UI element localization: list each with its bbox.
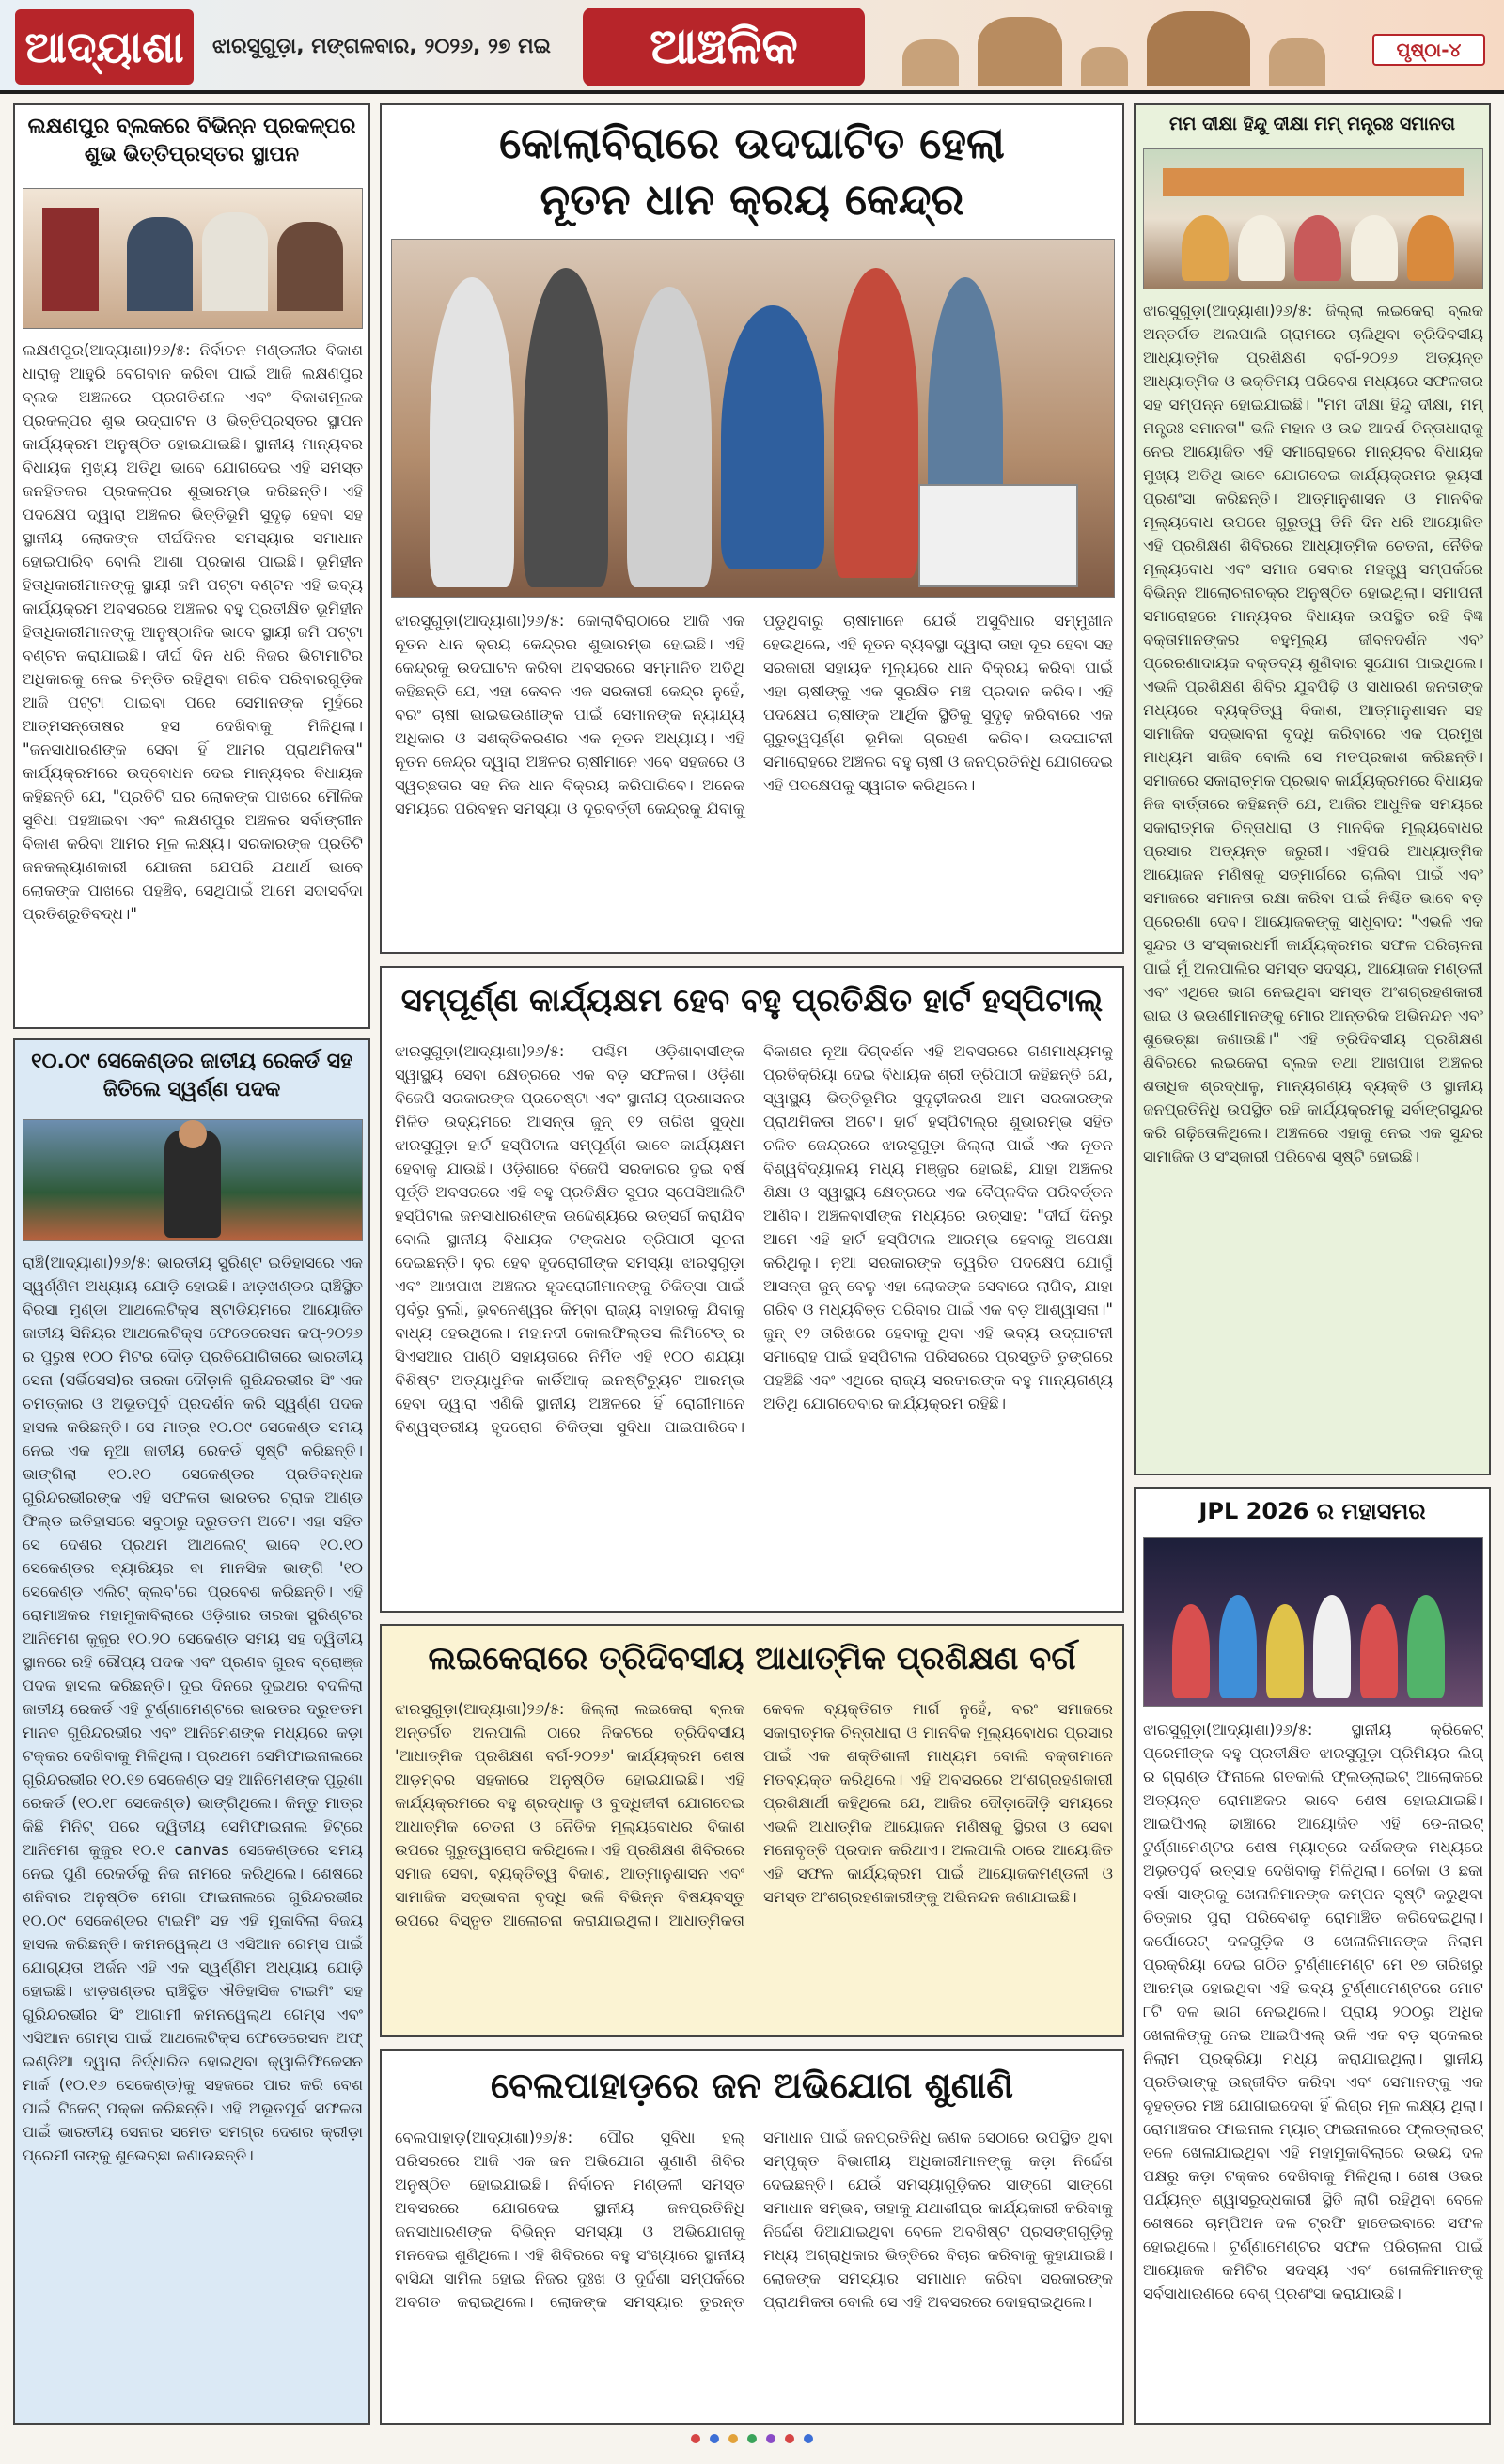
story-lakshmanpur bbox=[13, 103, 370, 1029]
page-dots bbox=[658, 2434, 846, 2453]
story-headline: ଲଇକେରାରେ ତ୍ରିଦିବସୀୟ ଆଧାତ୍ମିକ ପ୍ରଶିକ୍ଷଣ ବର୍ଗ bbox=[428, 1640, 1076, 1677]
story-headline: ଲକ୍ଷଣପୁର ବ୍ଲକରେ ବିଭିନ୍ନ ପ୍ରକଳ୍ପର ଶୁଭ ଭିତ୍ତିପ୍ରସ୍ତର ସ୍ଥାପନ bbox=[15, 105, 368, 180]
newspaper-logo: ଆଦ୍ୟାଶା bbox=[15, 9, 194, 85]
story-body: ଝାରସୁଗୁଡ଼ା(ଆଦ୍ୟାଶା)୨୬/୫: ସ୍ଥାନୀୟ କ୍ରିକେଟ୍ ପ୍ରେମୀଙ୍କ ବହୁ ପ୍ରତୀକ୍ଷିତ ଝାରସୁଗୁଡ଼ା ପ୍ରିମିୟର ଲିଗ୍ ର ଗ୍ରାଣ୍ଡ ଫିନାଲେ ଗତକାଲି ଫ୍ଲଡ୍‌ଲାଇଟ୍ ଆଲୋକରେ ଅତ୍ୟନ୍ତ ରୋମାଞ୍ଚକର ଭାବେ ଶେଷ ହୋଇଯାଇଛି। ଆଇପିଏଲ୍ ଢାଞ୍ଚାରେ ଆୟୋଜିତ ଏହି ଡେ-ନାଇଟ୍ ଟୁର୍ଣ୍ଣାମେଣ୍ଟର ଶେଷ ମ୍ୟାଚ୍‌ରେ ଦର୍ଶକଙ୍କ ମଧ୍ୟରେ ଅଭୂତପୂର୍ବ ଉତ୍ସାହ ଦେଖିବାକୁ ମିଳିଥିଲା। ଚୌକା ଓ ଛକା ବର୍ଷା ସାଙ୍ଗକୁ ଖେଳାଳିମାନଙ୍କ କମ୍ପନ ସୃଷ୍ଟି କରୁଥିବା ଚିତ୍କାର ପୁରା ପରିବେଶକୁ ରୋମାଞ୍ଚିତ କରିଦେଇଥିଲା। କର୍ପୋରେଟ୍ ଦଳଗୁଡ଼ିକ ଓ ଖେଳାଳିମାନଙ୍କ ନିଲାମ ପ୍ରକ୍ରିୟା ଦେଇ ଗଠିତ ଟୁର୍ଣ୍ଣାମେଣ୍ଟ ମେ ୧୭ ତାରିଖରୁ ଆରମ୍ଭ ହୋଇଥିବା ଏହି ଭବ୍ୟ ଟୁର୍ଣ୍ଣାମେଣ୍ଟରେ ମୋଟ ୮ଟି ଦଳ ଭାଗ ନେଇଥିଲେ। ପ୍ରାୟ ୨୦୦ରୁ ଅଧିକ ଖେଳାଳିଙ୍କୁ ନେଇ ଆଇପିଏଲ୍ ଭଳି ଏକ ବଡ଼ ସ୍କେଲର ନିଲାମ ପ୍ରକ୍ରିୟା ମଧ୍ୟ କରାଯାଇଥିଲା। ସ୍ଥାନୀୟ ପ୍ରତିଭାଙ୍କୁ ଉଜ୍ଜୀବିତ କରିବା ଏବଂ ସେମାନଙ୍କୁ ଏକ ବୃହତ୍ତର ମଞ୍ଚ ଯୋଗାଇଦେବା ହିଁ ଲିଗ୍‌ର ମୂଳ ଲକ୍ଷ୍ୟ ଥିଲା। ରୋମାଞ୍ଚକର ଫାଇନାଲ ମ୍ୟାଚ୍ ଫାଇନାଲରେ ଫ୍ଲଡ୍‌ଲାଇଟ୍ ତଳେ ଖେଳାଯାଇଥିବା ଏହି ମହାମୁକାବିଲାରେ ଉଭୟ ଦଳ ପକ୍ଷରୁ କଡ଼ା ଟକ୍କର ଦେଖିବାକୁ ମିଳିଥିଲା। ଶେଷ ଓଭର ପର୍ଯ୍ୟନ୍ତ ଶ୍ୱାସରୁଦ୍ଧକାରୀ ସ୍ଥିତି ଲାଗି ରହିଥିବା ବେଳେ ଶେଷରେ ଚାମ୍ପିଅନ ଦଳ ଟ୍ରଫି ହାତେଇବାରେ ସଫଳ ହୋଇଥିଲେ। ଟୁର୍ଣ୍ଣାମେଣ୍ଟର ସଫଳ ପରିଚାଳନା ପାଇଁ ଆୟୋଜକ କମିଟିର ସଦସ୍ୟ ଏବଂ ଖେଳାଳିମାନଙ୍କୁ ସର୍ବସାଧାରଣରେ ବେଶ୍ ପ୍ରଶଂସା କରାଯାଉଛି। bbox=[1143, 1721, 1483, 2302]
story-headline: ମମ ଦୀକ୍ଷା ହିନ୍ଦୁ ଦୀକ୍ଷା ମମ୍ ମନ୍ତ୍ରଃ ସମାନତା bbox=[1169, 114, 1455, 134]
story-heart-hospital bbox=[380, 966, 1124, 1613]
story-photo bbox=[23, 188, 363, 329]
temple-skyline-icon bbox=[884, 8, 1335, 86]
story-headline: ୧୦.୦୯ ସେକେଣ୍ଡର ଜାତୀୟ ରେକର୍ଡ ସହ ଜିତିଲେ ସ୍ୱର୍ଣ୍ଣ ପଦକ bbox=[31, 1050, 352, 1101]
page-number: ପୃଷ୍ଠା-୪ bbox=[1372, 34, 1485, 66]
story-headline-line2: ନୂତନ ଧାନ କ୍ରୟ କେନ୍ଦ୍ର bbox=[540, 174, 964, 225]
story-grievance-hearing bbox=[380, 2049, 1124, 2425]
story-headline-line1: କୋଲାବିରାରେ ଉଦଘାଟିତ ହେଲା bbox=[499, 117, 1005, 168]
story-body: ବେଲପାହାଡ଼(ଆଦ୍ୟାଶା)୨୬/୫: ପୌର ସୁବିଧା ହଲ୍ ପରିସରରେ ଆଜି ଏକ ଜନ ଅଭିଯୋଗ ଶୁଣାଣି ଶିବିର ଅନୁଷ୍ଠିତ ହୋଇଯାଇଛି। ନିର୍ବାଚନ ମଣ୍ଡଳୀ ସମସ୍ତ ଅବସରରେ ଯୋଗଦେଇ ସ୍ଥାନୀୟ ଜନପ୍ରତିନିଧି ଜନସାଧାରଣଙ୍କ ବିଭିନ୍ନ ସମସ୍ୟା ଓ ଅଭିଯୋଗକୁ ମନଦେଇ ଶୁଣିଥିଲେ। ଏହି ଶିବିରରେ ବହୁ ସଂଖ୍ୟାରେ ସ୍ଥାନୀୟ ବାସିନ୍ଦା ସାମିଲ ହୋଇ ନିଜର ଦୁଃଖ ଓ ଦୁର୍ଦ୍ଦଶା ସମ୍ପର୍କରେ ଅବଗତ କରାଇଥିଲେ। ଲୋକଙ୍କ ସମସ୍ୟାର ତୁରନ୍ତ ସମାଧାନ ପାଇଁ ଜନପ୍ରତିନିଧି ଜଣକ ସେଠାରେ ଉପସ୍ଥିତ ଥିବା ସମ୍ପୃକ୍ତ ବିଭାଗୀୟ ଅଧିକାରୀମାନଙ୍କୁ କଡ଼ା ନିର୍ଦ୍ଦେଶ ଦେଇଛନ୍ତି। ଯେଉଁ ସମସ୍ୟାଗୁଡ଼ିକର ସାଙ୍ଗେ ସାଙ୍ଗେ ସମାଧାନ ସମ୍ଭବ, ତାହାକୁ ଯଥାଶୀଘ୍ର କାର୍ଯ୍ୟକାରୀ କରିବାକୁ ନିର୍ଦ୍ଦେଶ ଦିଆଯାଇଥିବା ବେଳେ ଅବଶିଷ୍ଟ ପ୍ରସଙ୍ଗଗୁଡ଼ିକୁ ମଧ୍ୟ ଅଗ୍ରାଧିକାର ଭିତ୍ତିରେ ବିଚାର କରିବାକୁ କୁହାଯାଇଛି। ଲୋକଙ୍କ ସମସ୍ୟାର ସମାଧାନ କରିବା ସରକାରଙ୍କ ପ୍ରାଥମିକତା ବୋଲି ସେ ଏହି ଅବସରରେ ଦୋହରାଇଥିଲେ। bbox=[395, 2129, 1113, 2311]
story-headline: ବେଲପାହାଡ଼ରେ ଜନ ଅଭିଯୋଗ ଶୁଣାଣି bbox=[491, 2065, 1013, 2106]
story-headline: JPL 2026 ର ମହାସମର bbox=[1198, 1498, 1426, 1524]
story-jpl-final bbox=[1134, 1487, 1491, 2425]
story-body: ଲକ୍ଷଣପୁର(ଆଦ୍ୟାଶା)୨୬/୫: ନିର୍ବାଚନ ମଣ୍ଡଳୀର ବିକାଶ ଧାରାକୁ ଆହୁରି ବେଗବାନ କରିବା ପାଇଁ ଆଜି ଲକ୍ଷଣପୁର ବ୍ଲକ ଅଞ୍ଚଳରେ ପ୍ରଗତିଶୀଳ ଏବଂ ବିକାଶମୂଳକ ପ୍ରକଳ୍ପର ଶୁଭ ଉଦ୍‌ଘାଟନ ଓ ଭିତ୍ତିପ୍ରସ୍ତର ସ୍ଥାପନ କାର୍ଯ୍ୟକ୍ରମ ଅନୁଷ୍ଠିତ ହୋଇଯାଇଛି। ସ୍ଥାନୀୟ ମାନ୍ୟବର ବିଧାୟକ ମୁଖ୍ୟ ଅତିଥି ଭାବେ ଯୋଗଦେଇ ଏହି ସମସ୍ତ ଜନହିତକର ପ୍ରକଳ୍ପର ଶୁଭାରମ୍ଭ କରିଛନ୍ତି। ଏହି ପଦକ୍ଷେପ ଦ୍ୱାରା ଅଞ୍ଚଳର ଭିତ୍ତିଭୂମି ସୁଦୃଢ଼ ହେବା ସହ ସ୍ଥାନୀୟ ଲୋକଙ୍କ ଦୀର୍ଘଦିନର ସମସ୍ୟାର ସମାଧାନ ହୋଇପାରିବ ବୋଲି ଆଶା ପ୍ରକାଶ ପାଇଛି। ଭୂମିହୀନ ହିତାଧିକାରୀମାନଙ୍କୁ ସ୍ଥାୟୀ ଜମି ପଟ୍ଟା ବଣ୍ଟନ ଏହି ଭବ୍ୟ କାର୍ଯ୍ୟକ୍ରମ ଅବସରରେ ଅଞ୍ଚଳର ବହୁ ପ୍ରତୀକ୍ଷିତ ଭୂମିହୀନ ହିତାଧିକାରୀମାନଙ୍କୁ ଆନୁଷ୍ଠାନିକ ଭାବେ ସ୍ଥାୟୀ ଜମି ପଟ୍ଟା ବଣ୍ଟନ କରାଯାଇଛି। ଦୀର୍ଘ ଦିନ ଧରି ନିଜର ଭିଟାମାଟିର ଅଧିକାରକୁ ନେଇ ଚିନ୍ତିତ ରହିଥିବା ଗରିବ ପରିବାରଗୁଡ଼ିକ ଆଜି ପଟ୍ଟା ପାଇବା ପରେ ସେମାନଙ୍କ ମୁହଁରେ ଆତ୍ମସନ୍ତୋଷର ହସ ଦେଖିବାକୁ ମିଳିଥିଲା। "ଜନସାଧାରଣଙ୍କ ସେବା ହିଁ ଆମର ପ୍ରାଥମିକତା" କାର୍ଯ୍ୟକ୍ରମରେ ଉଦ୍‌ବୋଧନ ଦେଇ ମାନ୍ୟବର ବିଧାୟକ କହିଛନ୍ତି ଯେ, "ପ୍ରତିଟି ଘର ଲୋକଙ୍କ ପାଖରେ ମୌଳିକ ସୁବିଧା ପହଞ୍ଚାଇବା ଏବଂ ଲକ୍ଷଣପୁର ଅଞ୍ଚଳର ସର୍ବାଙ୍ଗୀନ ବିକାଶ କରିବା ଆମର ମୂଳ ଲକ୍ଷ୍ୟ। ସରକାରଙ୍କ ପ୍ରତିଟି ଜନକଲ୍ୟାଣକାରୀ ଯୋଜନା ଯେପରି ଯଥାର୍ଥ ଭାବେ ଲୋକଙ୍କ ପାଖରେ ପହଞ୍ଚିବ, ସେଥିପାଇଁ ଆମେ ସଦାସର୍ବଦା ପ୍ରତିଶ୍ରୁତିବଦ୍ଧ।" bbox=[23, 341, 363, 923]
story-photo bbox=[23, 1119, 363, 1241]
story-body: ଝାରସୁଗୁଡ଼ା(ଆଦ୍ୟାଶା)୨୬/୫: କୋଲାବିରାଠାରେ ଆଜି ଏକ ନୂତନ ଧାନ କ୍ରୟ କେନ୍ଦ୍ରର ଶୁଭାରମ୍ଭ ହୋଇଛି। ଏହି କେନ୍ଦ୍ରକୁ ଉଦଘାଟନ କରିବା ଅବସରରେ ସମ୍ମାନିତ ଅତିଥି କହିଛନ୍ତି ଯେ, ଏହା କେବଳ ଏକ ସରକାରୀ କେନ୍ଦ୍ର ନୁହେଁ, ବରଂ ଚାଷୀ ଭାଇଭଉଣୀଙ୍କ ପାଇଁ ସେମାନଙ୍କ ନ୍ୟାଯ୍ୟ ଅଧିକାର ଓ ସଶକ୍ତିକରଣର ଏକ ନୂତନ ଅଧ୍ୟାୟ। ଏହି ନୂତନ କେନ୍ଦ୍ର ଦ୍ୱାରା ଅଞ୍ଚଳର ଚାଷୀମାନେ ଏବେ ସହଜରେ ଓ ସ୍ୱଚ୍ଛତାର ସହ ନିଜ ଧାନ ବିକ୍ରୟ କରିପାରିବେ। ଅନେକ ସମୟରେ ପରିବହନ ସମସ୍ୟା ଓ ଦୂରବର୍ତ୍ତୀ କେନ୍ଦ୍ରକୁ ଯିବାକୁ ପଡୁଥିବାରୁ ଚାଷୀମାନେ ଯେଉଁ ଅସୁବିଧାର ସମ୍ମୁଖୀନ ହେଉଥିଲେ, ଏହି ନୂତନ ବ୍ୟବସ୍ଥା ଦ୍ୱାରା ତାହା ଦୂର ହେବା ସହ ସରକାରୀ ସହାୟକ ମୂଲ୍ୟରେ ଧାନ ବିକ୍ରୟ କରିବା ପାଇଁ ଏହା ଚାଷୀଙ୍କୁ ଏକ ସୁରକ୍ଷିତ ମଞ୍ଚ ପ୍ରଦାନ କରିବ। ଏହି ପଦକ୍ଷେପ ଚାଷୀଙ୍କ ଆର୍ଥିକ ସ୍ଥିତିକୁ ସୁଦୃଢ଼ କରିବାରେ ଏକ ଗୁରୁତ୍ୱପୂର୍ଣ୍ଣ ଭୂମିକା ଗ୍ରହଣ କରିବ। ଉଦଘାଟନୀ ସମାରୋହରେ ଅଞ୍ଚଳର ବହୁ ଚାଷୀ ଓ ଜନପ୍ରତିନିଧି ଯୋଗଦେଇ ଏହି ପଦକ୍ଷେପକୁ ସ୍ୱାଗତ କରିଥିଲେ। bbox=[395, 612, 1113, 818]
story-headline: ସମ୍ପୂର୍ଣ୍ଣ କାର୍ଯ୍ୟକ୍ଷମ ହେବ ବହୁ ପ୍ରତିକ୍ଷିତ ହାର୍ଟ ହସ୍ପିଟାଲ୍ bbox=[400, 982, 1104, 1020]
section-title: ଆଞ୍ଚଳିକ bbox=[583, 8, 865, 86]
story-diksha-samanata bbox=[1134, 103, 1491, 1475]
dateline: ଝାରସୁଗୁଡ଼ା, ମଙ୍ଗଳବାର, ୨୦୨୬, ୨୭ ମଇ bbox=[212, 35, 551, 58]
story-sprint-record bbox=[13, 1038, 370, 2425]
story-body: ଝାରସୁଗୁଡ଼ା(ଆଦ୍ୟାଶା)୨୬/୫: ପଶ୍ଚିମ ଓଡ଼ିଶାବାସୀଙ୍କ ସ୍ୱାସ୍ଥ୍ୟ ସେବା କ୍ଷେତ୍ରରେ ଏକ ବଡ଼ ସଫଳତା। ଓଡ଼ିଶା ବିଜେପି ସରକାରଙ୍କ ପ୍ରଚେଷ୍ଟା ଏବଂ ସ୍ଥାନୀୟ ପ୍ରଶାସନର ମିଳିତ ଉଦ୍ୟମରେ ଆସନ୍ତା ଜୁନ୍ ୧୨ ତାରିଖ ସୁଦ୍ଧା ଝାରସୁଗୁଡ଼ା ହାର୍ଟ ହସ୍ପିଟାଲ ସମ୍ପୂର୍ଣ୍ଣ ଭାବେ କାର୍ଯ୍ୟକ୍ଷମ ହେବାକୁ ଯାଉଛି। ଓଡ଼ିଶାରେ ବିଜେପି ସରକାରର ଦୁଇ ବର୍ଷ ପୂର୍ତ୍ତି ଅବସରରେ ଏହି ବହୁ ପ୍ରତିକ୍ଷିତ ସୁପର ସ୍ପେସିଆଲିଟି ହସ୍ପିଟାଲ ଜନସାଧାରଣଙ୍କ ଉଦ୍ଦେଶ୍ୟରେ ଉତ୍ସର୍ଗ କରାଯିବ ବୋଲି ସ୍ଥାନୀୟ ବିଧାୟକ ଟଙ୍କଧର ତ୍ରିପାଠୀ ସୂଚନା ଦେଇଛନ୍ତି। ଦୂର ହେବ ହୃଦରୋଗୀଙ୍କ ସମସ୍ୟା ଝାରସୁଗୁଡ଼ା ଏବଂ ଆଖପାଖ ଅଞ୍ଚଳର ହୃଦରୋଗୀମାନଙ୍କୁ ଚିକିତ୍ସା ପାଇଁ ପୂର୍ବରୁ ବୁର୍ଲା, ଭୁବନେଶ୍ୱର କିମ୍ବା ରାଜ୍ୟ ବାହାରକୁ ଯିବାକୁ ବାଧ୍ୟ ହେଉଥିଲେ। ମହାନଦୀ କୋଲଫିଲ୍ଡସ ଲିମିଟେଡ୍ ର ସିଏସଆର ପାଣ୍ଠି ସହାୟତାରେ ନିର୍ମିତ ଏହି ୧୦୦ ଶଯ୍ୟା ବିଶିଷ୍ଟ ଅତ୍ୟାଧୁନିକ କାର୍ଡିଆକ୍ ଇନଷ୍ଟିଚ୍ୟୁଟ ଆରମ୍ଭ ହେବା ଦ୍ୱାରା ଏଣିକି ସ୍ଥାନୀୟ ଅଞ୍ଚଳରେ ହିଁ ରୋଗୀମାନେ ବିଶ୍ୱସ୍ତରୀୟ ହୃଦରୋଗ ଚିକିତ୍ସା ସୁବିଧା ପାଇପାରିବେ। ବିକାଶର ନୂଆ ଦିଗ୍‌ଦର୍ଶନ ଏହି ଅବସରରେ ଗଣମାଧ୍ୟମକୁ ପ୍ରତିକ୍ରିୟା ଦେଇ ବିଧାୟକ ଶ୍ରୀ ତ୍ରିପାଠୀ କହିଛନ୍ତି ଯେ, ସ୍ୱାସ୍ଥ୍ୟ ଭିତ୍ତିଭୂମିର ସୁଦୃଢ଼ୀକରଣ ଆମ ସରକାରଙ୍କ ପ୍ରାଥମିକତା ଅଟେ। ହାର୍ଟ ହସ୍ପିଟାଲ୍‌ର ଶୁଭାରମ୍ଭ ସହିତ ଚଳିତ ଜେନ୍ଦ୍ରରେ ଝାରସୁଗୁଡ଼ା ଜିଲ୍ଲା ପାଇଁ ଏକ ନୂତନ ବିଶ୍ୱବିଦ୍ୟାଳୟ ମଧ୍ୟ ମଞ୍ଜୁର ହୋଇଛି, ଯାହା ଅଞ୍ଚଳର ଶିକ୍ଷା ଓ ସ୍ୱାସ୍ଥ୍ୟ କ୍ଷେତ୍ରରେ ଏକ ବୈପ୍ଳବିକ ପରିବର୍ତ୍ତନ ଆଣିବ। ଅଞ୍ଚଳବାସୀଙ୍କ ମଧ୍ୟରେ ଉତ୍ସାହ: "ଦୀର୍ଘ ଦିନରୁ ଆମେ ଏହି ହାର୍ଟ ହସ୍ପିଟାଲ ଆରମ୍ଭ ହେବାକୁ ଅପେକ୍ଷା କରିଥିଲୁ। ନୂଆ ସରକାରଙ୍କ ତ୍ୱରିତ ପଦକ୍ଷେପ ଯୋଗୁଁ ଆସନ୍ତା ଜୁନ୍ ବେଳୁ ଏହା ଲୋକଙ୍କ ସେବାରେ ଲାଗିବ, ଯାହା ଗରିବ ଓ ମଧ୍ୟବିତ୍ତ ପରିବାର ପାଇଁ ଏକ ବଡ଼ ଆଶ୍ୱାସନା।" ଜୁନ୍ ୧୨ ତାରିଖରେ ହେବାକୁ ଥିବା ଏହି ଭବ୍ୟ ଉଦ୍‌ଘାଟନୀ ସମାରୋହ ପାଇଁ ହସ୍ପିଟାଲ ପରିସରରେ ପ୍ରସ୍ତୁତି ତୁଙ୍ଗରେ ପହଞ୍ଚିଛି ଏବଂ ଏଥିରେ ରାଜ୍ୟ ସରକାରଙ୍କ ବହୁ ମାନ୍ୟଗଣ୍ୟ ଅତିଥି ଯୋଗଦେବାର କାର୍ଯ୍ୟକ୍ରମ ରହିଛି। bbox=[395, 1042, 1113, 1436]
story-body: ରାଞ୍ଚି(ଆଦ୍ୟାଶା)୨୬/୫: ଭାରତୀୟ ସ୍ପ୍ରିଣ୍ଟ ଇତିହାସରେ ଏକ ସ୍ୱର୍ଣ୍ଣିମ ଅଧ୍ୟାୟ ଯୋଡ଼ି ହୋଇଛି। ଝାଡ଼ଖଣ୍ଡର ରାଞ୍ଚିସ୍ଥିତ ବିରସା ମୁଣ୍ଡା ଆଥଲେଟିକ୍ସ ଷ୍ଟାଡିୟମରେ ଆୟୋଜିତ ଜାତୀୟ ସିନିୟର ଆଥଲେଟିକ୍ସ ଫେଡେରେସନ କପ୍-୨୦୨୬ ର ପୁରୁଷ ୧୦୦ ମିଟର ଦୌଡ଼ ପ୍ରତିଯୋଗିତାରେ ଭାରତୀୟ ସେନା (ସର୍ଭିସେସ)ର ତାରକା ଦୌଡ଼ାଳି ଗୁରିନ୍ଦରଭୀର ସିଂ ଏକ ଚମତ୍କାର ଓ ଅଭୂତପୂର୍ବ ପ୍ରଦର୍ଶନ କରି ସ୍ୱର୍ଣ୍ଣ ପଦକ ହାସଲ କରିଛନ୍ତି। ସେ ମାତ୍ର ୧୦.୦୯ ସେକେଣ୍ଡ ସମୟ ନେଇ ଏକ ନୂଆ ଜାତୀୟ ରେକର୍ଡ ସୃଷ୍ଟି କରିଛନ୍ତି। ଭାଙ୍ଗିଲା ୧୦.୧୦ ସେକେଣ୍ଡର ପ୍ରତିବନ୍ଧକ ଗୁରିନ୍ଦରଭୀରଙ୍କ ଏହି ସଫଳତା ଭାରତର ଟ୍ରାକ ଆଣ୍ଡ ଫିଲ୍ଡ ଇତିହାସରେ ସବୁଠାରୁ ଦ୍ରୁତତମ ଅଟେ। ଏହା ସହିତ ସେ ଦେଶର ପ୍ରଥମ ଆଥଲେଟ୍ ଭାବେ ୧୦.୧୦ ସେକେଣ୍ଡର ବ୍ୟାରିୟର ବା ମାନସିକ ଭାଙ୍ଗି '୧୦ ସେକେଣ୍ଡ ଏଲିଟ୍ କ୍ଲବ'ରେ ପ୍ରବେଶ କରିଛନ୍ତି। ଏହି ରୋମାଞ୍ଚକର ମହାମୁକାବିଲାରେ ଓଡ଼ିଶାର ତାରକା ସ୍ପ୍ରିଣ୍ଟର ଆନିମେଶ କୁଜୁର ୧୦.୨୦ ସେକେଣ୍ଡ ସମୟ ସହ ଦ୍ୱିତୀୟ ସ୍ଥାନରେ ରହି ରୌପ୍ୟ ପଦକ ଏବଂ ପ୍ରଣବ ଗୁରବ ବ୍ରୋଞ୍ଜ ପଦକ ହାସଲ କରିଛନ୍ତି। ଦୁଇ ଦିନରେ ଦୁଇଥର ବଦଳିଲା ଜାତୀୟ ରେକର୍ଡ ଏହି ଟୁର୍ଣ୍ଣାମେଣ୍ଟରେ ଭାରତର ଦ୍ରୁତତମ ମାନବ ଗୁରିନ୍ଦରଭୀର ଏବଂ ଆନିମେଶଙ୍କ ମଧ୍ୟରେ କଡ଼ା ଟକ୍କର ଦେଖିବାକୁ ମିଳିଥିଲା। ପ୍ରଥମେ ସେମିଫାଇନାଲରେ ଗୁରିନ୍ଦରଭୀର ୧୦.୧୭ ସେକେଣ୍ଡ ସହ ଆନିମେଶଙ୍କ ପୁରୁଣା ରେକର୍ଡ (୧୦.୧୮ ସେକେଣ୍ଡ) ଭାଙ୍ଗିଥିଲେ। କିନ୍ତୁ ମାତ୍ର କିଛି ମିନିଟ୍ ପରେ ଦ୍ୱିତୀୟ ସେମିଫାଇନାଲ ହିଟ୍‌ରେ ଆନିମେଶ କୁଜୁର ୧୦.୧ canvas ସେକେଣ୍ଡରେ ସମୟ ନେଇ ପୁଣି ରେକର୍ଡକୁ ନିଜ ନାମରେ କରିଥିଲେ। ଶେଷରେ ଶନିବାର ଅନୁଷ୍ଠିତ ମେଗା ଫାଇନାଲରେ ଗୁରିନ୍ଦରଭୀର ୧୦.୦୯ ସେକେଣ୍ଡର ଟାଇମିଂ ସହ ଏହି ମୁକାବିଲା ବିଜୟ ହାସଲ କରିଛନ୍ତି। କମନୱେଲ୍ଥ ଓ ଏସିଆନ ଗେମ୍ସ ପାଇଁ ଯୋଗ୍ୟତା ଅର୍ଜନ ଏହି ଏକ ସ୍ୱର୍ଣ୍ଣିମ ଅଧ୍ୟାୟ ଯୋଡ଼ି ହୋଇଛି। ଝାଡ଼ଖଣ୍ଡର ରାଞ୍ଚିସ୍ଥିତ ଐତିହାସିକ ଟାଇମିଂ ସହ ଗୁରିନ୍ଦରଭୀର ସିଂ ଆଗାମୀ କମନୱେଲ୍ଥ ଗେମ୍ସ ଏବଂ ଏସିଆନ ଗେମ୍ସ ପାଇଁ ଆଥଲେଟିକ୍ସ ଫେଡେରେସନ ଅଫ୍ ଇଣ୍ଡିଆ ଦ୍ୱାରା ନିର୍ଦ୍ଧାରିତ ହୋଇଥିବା କ୍ୱାଲିଫିକେସନ ମାର୍କ (୧୦.୧୬ ସେକେଣ୍ଡ)କୁ ସହଜରେ ପାର କରି ବେଶ ପାଇଁ ଟିକେଟ୍ ପକ୍କା କରିଛନ୍ତି। ଏହି ଅଭୂତପୂର୍ବ ସଫଳତା ପାଇଁ ଭାରତୀୟ ସେନାର ସମେତ ସମଗ୍ର ଦେଶର କ୍ରୀଡ଼ା ପ୍ରେମୀ ତାଙ୍କୁ ଶୁଭେଚ୍ଛା ଜଣାଉଛନ୍ତି। bbox=[23, 1254, 363, 2164]
story-spiritual-camp bbox=[380, 1624, 1124, 2037]
story-photo bbox=[391, 239, 1115, 598]
masthead bbox=[0, 0, 1504, 94]
story-body: ଝାରସୁଗୁଡ଼ା(ଆଦ୍ୟାଶା)୨୬/୫: ଜିଲ୍ଲା ଲଇକେରା ବ୍ଲକ ଅନ୍ତର୍ଗତ ଅଲପାଲି ଗ୍ରାମରେ ଚାଲିଥିବା ତ୍ରିଦିବସୀୟ ଆଧ୍ୟାତ୍ମିକ ପ୍ରଶିକ୍ଷଣ ବର୍ଗ-୨୦୨୬ ଅତ୍ୟନ୍ତ ଆଧ୍ୟାତ୍ମିକ ଓ ଭକ୍ତିମୟ ପରିବେଶ ମଧ୍ୟରେ ସଫଳତାର ସହ ସମ୍ପନ୍ନ ହୋଇଯାଇଛି। "ମମ ଦୀକ୍ଷା ହିନ୍ଦୁ ଦୀକ୍ଷା, ମମ୍ ମନ୍ତ୍ରଃ ସମାନତା" ଭଳି ମହାନ ଓ ଉଚ୍ଚ ଆଦର୍ଶ ଚିନ୍ତାଧାରାକୁ ନେଇ ଆୟୋଜିତ ଏହି ସମାରୋହରେ ମାନ୍ୟବର ବିଧାୟକ ମୁଖ୍ୟ ଅତିଥି ଭାବେ ଯୋଗଦେଇ କାର୍ଯ୍ୟକ୍ରମର ଭୂୟସୀ ପ୍ରଶଂସା କରିଛନ୍ତି। ଆତ୍ମାନୁଶାସନ ଓ ମାନବିକ ମୂଲ୍ୟବୋଧ ଉପରେ ଗୁରୁତ୍ୱ ତିନି ଦିନ ଧରି ଆୟୋଜିତ ଏହି ପ୍ରଶିକ୍ଷଣ ଶିବିରରେ ଆଧ୍ୟାତ୍ମିକ ଚେତନା, ନୈତିକ ମୂଲ୍ୟବୋଧ ଏବଂ ସମାଜ ସେବାର ମହତ୍ତ୍ୱ ସମ୍ପର୍କରେ ବିଭିନ୍ନ ଆଲୋଚନାଚକ୍ର ଅନୁଷ୍ଠିତ ହୋଇଥିଲା। ସମାପନୀ ସମାରୋହରେ ମାନ୍ୟବର ବିଧାୟକ ଉପସ୍ଥିତ ରହି ବିଜ୍ଞ ବକ୍ତାମାନଙ୍କର ବହୁମୂଲ୍ୟ ଜୀବନଦର୍ଶନ ଏବଂ ପ୍ରେରଣାଦାୟକ ବକ୍ତବ୍ୟ ଶୁଣିବାର ସୁଯୋଗ ପାଇଥିଲେ। ଏଭଳି ପ୍ରଶିକ୍ଷଣ ଶିବିର ଯୁବପିଢ଼ି ଓ ସାଧାରଣ ଜନତାଙ୍କ ମଧ୍ୟରେ ବ୍ୟକ୍ତିତ୍ୱ ବିକାଶ, ଆତ୍ମାନୁଶାସନ ସହ ସାମାଜିକ ସଦ୍ଭାବନା ବୃଦ୍ଧି କରିବାରେ ଏକ ପ୍ରମୁଖ ମାଧ୍ୟମ ସାଜିବ ବୋଲି ସେ ମତପ୍ରକାଶ କରିଛନ୍ତି। ସମାଜରେ ସକାରାତ୍ମକ ପ୍ରଭାବ କାର୍ଯ୍ୟକ୍ରମରେ ବିଧାୟକ ନିଜ ବାର୍ତ୍ତାରେ କହିଛନ୍ତି ଯେ, ଆଜିର ଆଧୁନିକ ସମୟରେ ସକାରାତ୍ମକ ଚିନ୍ତାଧାରା ଓ ମାନବିକ ମୂଲ୍ୟବୋଧର ପ୍ରସାର ଅତ୍ୟନ୍ତ ଜରୁରୀ। ଏହିପରି ଆଧ୍ୟାତ୍ମିକ ଆୟୋଜନ ମଣିଷକୁ ସତ୍‌ମାର୍ଗରେ ଚାଲିବା ପାଇଁ ଏବଂ ସମାଜରେ ସମାନତା ରକ୍ଷା କରିବା ପାଇଁ ନିଶ୍ଚିତ ଭାବେ ବଡ଼ ପ୍ରେରଣା ଦେବ। ଆୟୋଜକଙ୍କୁ ସାଧୁବାଦ: "ଏଭଳି ଏକ ସୁନ୍ଦର ଓ ସଂସ୍କାରଧର୍ମୀ କାର୍ଯ୍ୟକ୍ରମର ସଫଳ ପରିଚାଳନା ପାଇଁ ମୁଁ ଅଲପାଲିର ସମସ୍ତ ସଦସ୍ୟ, ଆୟୋଜକ ମଣ୍ଡଳୀ ଏବଂ ଏଥିରେ ଭାଗ ନେଇଥିବା ସମସ୍ତ ଅଂଶଗ୍ରହଣକାରୀ ଭାଇ ଓ ଭଉଣୀମାନଙ୍କୁ ମୋର ଆନ୍ତରିକ ଅଭିନନ୍ଦନ ଏବଂ ଶୁଭେଚ୍ଛା ଜଣାଉଛି।" ଏହି ତ୍ରିଦିବସୀୟ ପ୍ରଶିକ୍ଷଣ ଶିବିରରେ ଲଇକେରା ବ୍ଲକ ତଥା ଆଖପାଖ ଅଞ୍ଚଳର ଶତାଧିକ ଶ୍ରଦ୍ଧାଳୁ, ମାନ୍ୟଗଣ୍ୟ ବ୍ୟକ୍ତି ଓ ସ୍ଥାନୀୟ ଜନପ୍ରତିନିଧି ଉପସ୍ଥିତ ରହି କାର୍ଯ୍ୟକ୍ରମକୁ ସର୍ବାଙ୍ଗସୁନ୍ଦର କରି ଗଢ଼ିତୋଳିଥିଲେ। ଅଞ୍ଚଳରେ ଏହାକୁ ନେଇ ଏକ ସୁନ୍ଦର ସାମାଜିକ ଓ ସଂସ୍କାରୀ ପରିବେଶ ସୃଷ୍ଟି ହୋଇଛି। bbox=[1143, 302, 1483, 1165]
story-photo bbox=[1143, 148, 1483, 289]
story-body: ଝାରସୁଗୁଡ଼ା(ଆଦ୍ୟାଶା)୨୬/୫: ଜିଲ୍ଲା ଲଇକେରା ବ୍ଲକ ଅନ୍ତର୍ଗତ ଅଲପାଲି ଠାରେ ନିକଟରେ ତ୍ରିଦିବସୀୟ 'ଆଧାତ୍ମିକ ପ୍ରଶିକ୍ଷଣ ବର୍ଗ-୨୦୨୬' କାର୍ଯ୍ୟକ୍ରମ ଶେଷ ଆଡ଼ମ୍ବର ସହକାରେ ଅନୁଷ୍ଠିତ ହୋଇଯାଇଛି। ଏହି କାର୍ଯ୍ୟକ୍ରମରେ ବହୁ ଶ୍ରଦ୍ଧାଳୁ ଓ ବୁଦ୍ଧିଜୀବୀ ଯୋଗଦେଇ ଆଧାତ୍ମିକ ଚେତନା ଓ ନୈତିକ ମୂଲ୍ୟବୋଧର ବିକାଶ ଉପରେ ଗୁରୁତ୍ୱାରୋପ କରିଥିଲେ। ଏହି ପ୍ରଶିକ୍ଷଣ ଶିବିରରେ ସମାଜ ସେବା, ବ୍ୟକ୍ତିତ୍ୱ ବିକାଶ, ଆତ୍ମାନୁଶାସନ ଏବଂ ସାମାଜିକ ସଦ୍ଭାବନା ବୃଦ୍ଧି ଭଳି ବିଭିନ୍ନ ବିଷୟବସ୍ତୁ ଉପରେ ବିସ୍ତୃତ ଆଲୋଚନା କରାଯାଇଥିଲା। ଆଧାତ୍ମିକତା କେବଳ ବ୍ୟକ୍ତିଗତ ମାର୍ଗ ନୁହେଁ, ବରଂ ସମାଜରେ ସକାରାତ୍ମକ ଚିନ୍ତାଧାରା ଓ ମାନବିକ ମୂଲ୍ୟବୋଧର ପ୍ରସାର ପାଇଁ ଏକ ଶକ୍ତିଶାଳୀ ମାଧ୍ୟମ ବୋଲି ବକ୍ତାମାନେ ମତବ୍ୟକ୍ତ କରିଥିଲେ। ଏହି ଅବସରରେ ଅଂଶଗ୍ରହଣକାରୀ ପ୍ରଶିକ୍ଷାର୍ଥୀ କହିଥିଲେ ଯେ, ଆଜିର ଦୌଡ଼ାଦୌଡ଼ି ସମୟରେ ଏଭଳି ଆଧାତ୍ମିକ ଆୟୋଜନ ମଣିଷକୁ ସ୍ଥିରତା ଓ ସେବା ମନୋବୃତ୍ତି ପ୍ରଦାନ କରିଥାଏ। ଅଲପାଲି ଠାରେ ଆୟୋଜିତ ଏହି ସଫଳ କାର୍ଯ୍ୟକ୍ରମ ପାଇଁ ଆୟୋଜକମଣ୍ଡଳୀ ଓ ସମସ୍ତ ଅଂଶଗ୍ରହଣକାରୀଙ୍କୁ ଅଭିନନ୍ଦନ ଜଣାଯାଇଛି। bbox=[395, 1700, 1113, 1929]
story-paddy-centre bbox=[380, 103, 1124, 954]
story-photo bbox=[1143, 1537, 1483, 1707]
